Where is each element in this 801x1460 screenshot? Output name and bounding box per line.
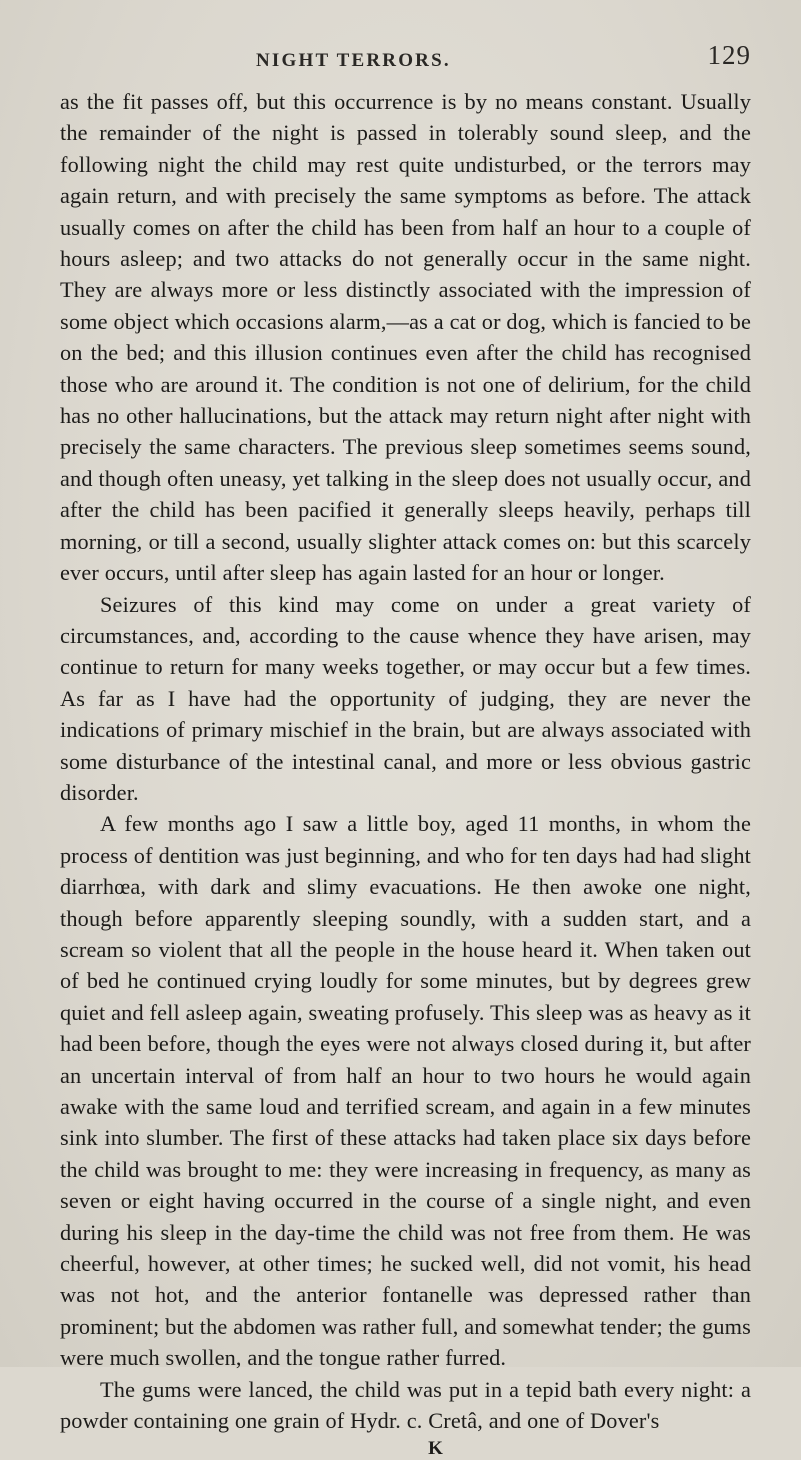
paragraph-continuation: as the fit passes off, but this occurrence is by no means constant. Usually the remainder of the night is passed in tolerably sound sleep, and the following night the child may rest quite undisturbed, or the terrors may again return, and with precisely the same symptoms as before. The attack usually comes on after the child has been from half an hour to a couple of hours asleep; and two attacks do not generally occur in the same night. They are always more or less distinctly associated with the impression of some object which occasions alarm,—as a cat or dog, which is fancied to be on the bed; and this illusion continues even after the child has recognised those who are around it. The condition is not one of delirium, for the child has no other hallucinations, but the attack may return night after night with precisely the same characters. The previous sleep sometimes seems sound, and though often uneasy, yet talking in the sleep does not usually occur, and after the child has been pacified it generally sleeps heavily, perhaps till morning, or till a second, usually slighter attack comes on: but this scarcely ever occurs, until after sleep has again lasted for an hour or longer.: [60, 89, 751, 586]
page-number: 129: [707, 40, 751, 70]
body-text: [60, 86, 751, 1436]
paragraph-seizures: Seizures of this kind may come on under a great variety of circumstances, and, according to the cause whence they have arisen, may continue to return for many weeks together, or may occur but a few times. As far as I have had the opportunity of judging, they are never the indications of primary mischief in the brain, but are always associated with some disturbance of the intestinal canal, and more or less obvious gastric disorder.: [60, 591, 751, 805]
running-title: NIGHT TERRORS.: [256, 50, 451, 71]
paragraph-treatment: The gums were lanced, the child was put in a tepid bath every night: a powder containing one grain of Hydr. c. Cretâ, and one of Dover's: [60, 1376, 751, 1434]
running-head: [60, 38, 751, 70]
paragraph-case-report: A few months ago I saw a little boy, aged 11 months, in whom the process of dentition was just beginning, and who for ten days had had slight diarrhœa, with dark and slimy evacuations. He then awoke one night, though before apparently sleeping soundly, with a sudden start, and a scream so violent that all the people in the house heard it. When taken out of bed he continued crying loudly for some minutes, but by degrees grew quiet and fell asleep again, sweating profusely. This sleep was as heavy as it had been before, though the eyes were not always closed during it, but after an uncertain interval of from half an hour to two hours he would again awake with the same loud and terrified scream, and again in a few minutes sink into slumber. The first of these attacks had taken place six days before the child was brought to me: they were increasing in frequency, as many as seven or eight having occurred in the course of a single night, and even during his sleep in the day-time the child was not free from them. He was cheerful, however, at other times; he sucked well, did not vomit, his head was not hot, and the anterior fontanelle was depressed rather than prominent; but the abdomen was rather full, and somewhat tender; the gums were much swollen, and the tongue rather furred.: [60, 811, 751, 1371]
signature-mark: K: [428, 1438, 443, 1460]
